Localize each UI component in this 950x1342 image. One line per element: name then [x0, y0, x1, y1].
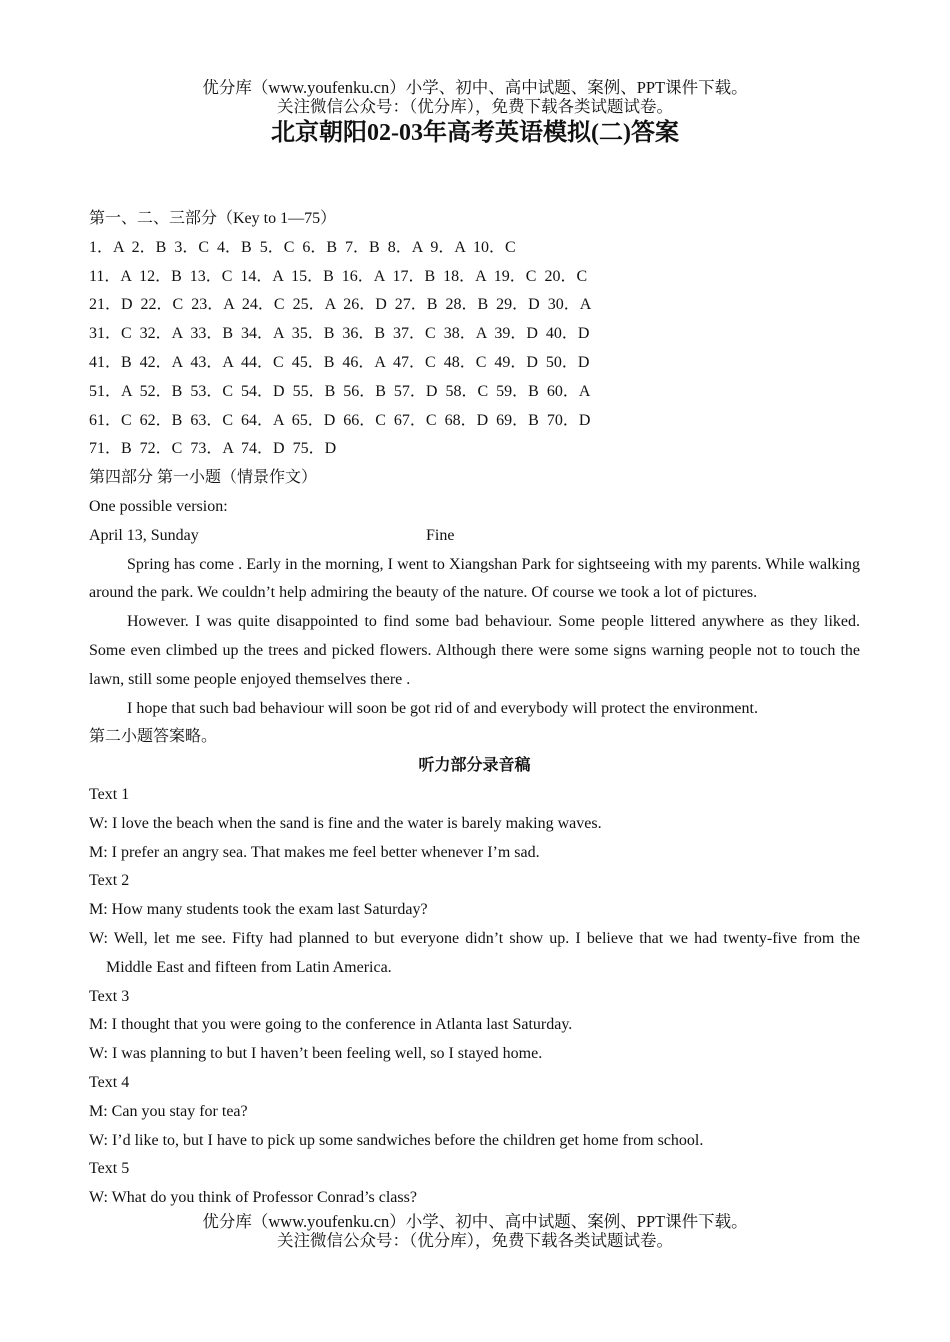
- dialog-line: W: Well, let me see. Fifty had planned to but everyone didn’t show up. I believe that we had twenty-five from the Middle East and fifteen from Latin America.: [89, 929, 860, 976]
- answer-row: 71．B 72．C 73．A 74．D 75．D: [89, 440, 337, 458]
- answer-row: 11．A 12．B 13．C 14．A 15．B 16．A 17．B 18．A 19．C 20．C: [89, 267, 588, 285]
- essay-paragraph: However. I was quite disappointed to find some bad behaviour. Some people littered anywhere as they liked. Some even climbed up the trees and picked flowers. Although there were some signs warning people not to touch the lawn, still some people enjoyed themselves there .: [89, 613, 860, 688]
- document-body: [89, 205, 860, 1213]
- answer-row: 41．B 42．A 43．A 44．C 45．B 46．A 47．C 48．C 49．D 50．D: [89, 353, 590, 371]
- page-footer: [0, 1212, 950, 1250]
- text-label: Text 2: [89, 872, 130, 890]
- dialog-line: W: I love the beach when the sand is fine and the water is barely making waves.: [89, 814, 602, 832]
- text-label: Text 4: [89, 1073, 130, 1091]
- text-label: Text 1: [89, 785, 130, 803]
- diary-date: April 13, Sunday: [89, 526, 199, 544]
- diary-weather: Fine: [426, 526, 455, 544]
- dialog-line: W: I’d like to, but I have to pick up some sandwiches before the children get home from school.: [89, 1131, 704, 1149]
- footer-line-1: 优分库（www.youfenku.cn）小学、初中、高中试题、案例、PPT课件下载。: [202, 1212, 748, 1231]
- answer-row: 21．D 22．C 23．A 24．C 25．A 26．D 27．B 28．B 29．D 30．A: [89, 296, 592, 314]
- page-title: 北京朝阳02-03年高考英语模拟(二)答案: [271, 120, 679, 146]
- header-line-1: 优分库（www.youfenku.cn）小学、初中、高中试题、案例、PPT课件下载。: [202, 78, 748, 97]
- dialog-line: M: How many students took the exam last Saturday?: [89, 901, 428, 919]
- answer-row: 1．A 2．B 3．C 4．B 5．C 6．B 7．B 8．A 9．A 10．C: [89, 238, 516, 256]
- section4-heading: 第四部分 第一小题（情景作文）: [89, 469, 318, 487]
- dialog-line: W: I was planning to but I haven’t been feeling well, so I stayed home.: [89, 1045, 543, 1063]
- answer-row: 61．C 62．B 63．C 64．A 65．D 66．C 67．C 68．D 69．B 70．D: [89, 411, 591, 429]
- dialog-line: M: I thought that you were going to the conference in Atlanta last Saturday.: [89, 1016, 573, 1034]
- essay-paragraph: I hope that such bad behaviour will soon be got rid of and everybody will protect the environment.: [127, 699, 758, 717]
- version-intro: One possible version:: [89, 497, 228, 515]
- header-line-2: 关注微信公众号：（优分库），免费下载各类试题试卷。: [277, 97, 673, 116]
- text-label: Text 3: [89, 987, 130, 1005]
- dialog-line: W: What do you think of Professor Conrad’s class?: [89, 1189, 417, 1207]
- second-question-note: 第二小题答案略。: [89, 728, 218, 746]
- diary-date-row: [89, 522, 860, 551]
- text-label: Text 5: [89, 1160, 130, 1178]
- dialog-line: M: I prefer an angry sea. That makes me feel better whenever I’m sad.: [89, 843, 540, 861]
- dialog-line: M: Can you stay for tea?: [89, 1102, 248, 1120]
- listening-heading: 听力部分录音稿: [418, 757, 531, 775]
- page-header: [0, 78, 950, 116]
- footer-line-2: 关注微信公众号：（优分库），免费下载各类试题试卷。: [277, 1231, 673, 1250]
- section1-heading: 第一、二、三部分（Key to 1—75）: [89, 210, 337, 227]
- answer-row: 51．A 52．B 53．C 54．D 55．B 56．B 57．D 58．C 59．B 60．A: [89, 382, 591, 400]
- essay-paragraph: Spring has come . Early in the morning, I went to Xiangshan Park for sightseeing with my parents. While walking around the park. We couldn’t help admiring the beauty of the nature. Of course we took a lot of pictures.: [89, 555, 860, 602]
- answer-row: 31．C 32．A 33．B 34．A 35．B 36．B 37．C 38．A 39．D 40．D: [89, 325, 590, 343]
